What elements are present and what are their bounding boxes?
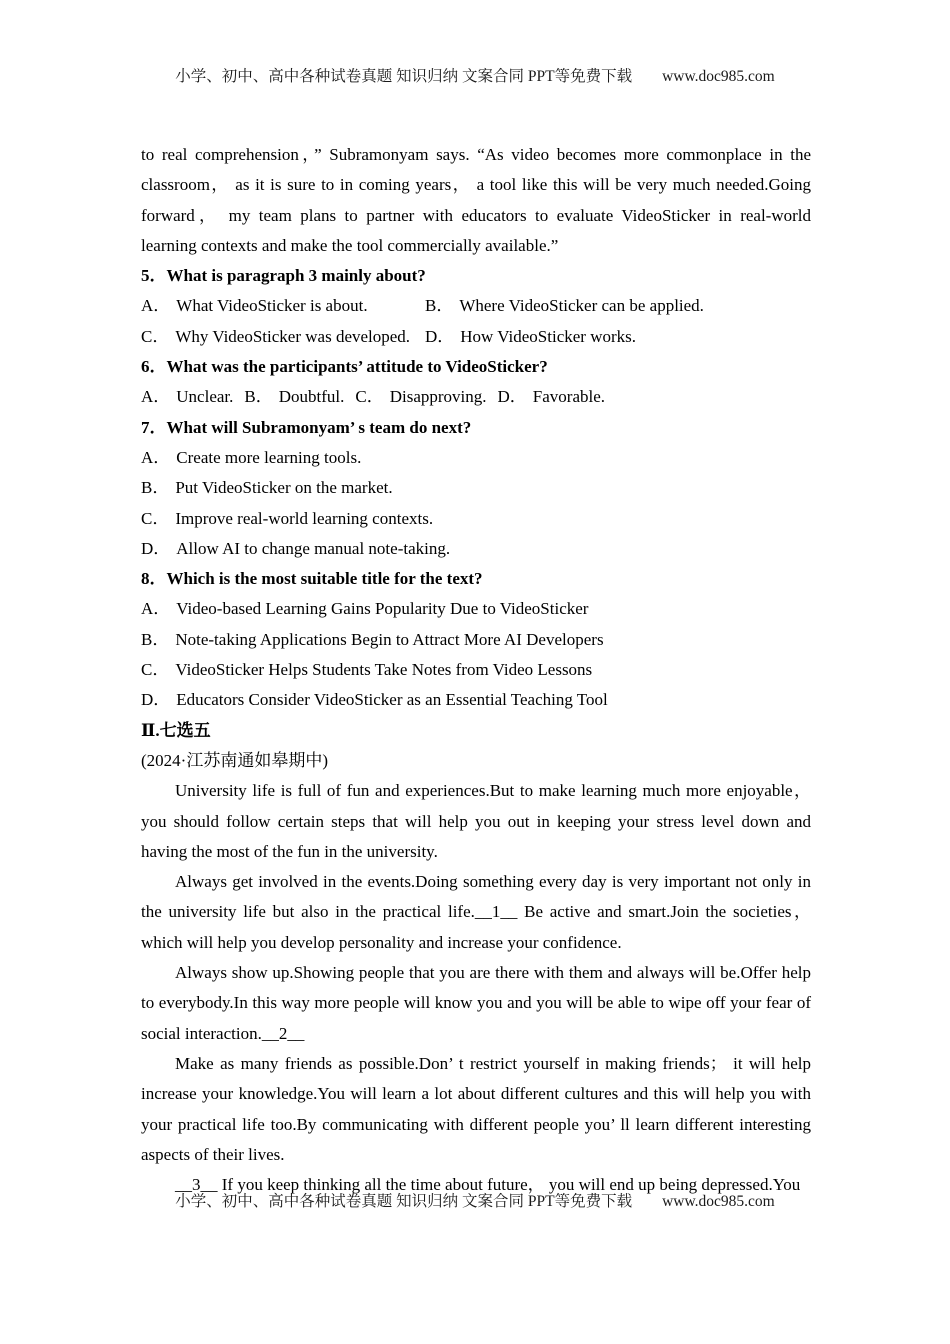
- q5-option-d-text: How VideoSticker works.: [460, 326, 637, 346]
- q5-option-b-label: B．: [425, 296, 454, 316]
- q8-option-c: [141, 655, 811, 685]
- q7-option-d-text: Allow AI to change manual note-taking.: [176, 538, 451, 558]
- q5-option-d-label: D．: [425, 326, 455, 346]
- q7-option-d: [141, 534, 811, 564]
- q8-option-b-label: B．: [141, 629, 170, 649]
- section-2-source: (2024·江苏南通如皋期中): [141, 750, 328, 770]
- q6-option-b: [244, 382, 344, 412]
- q6-option-c: [355, 382, 486, 412]
- passage-paragraph-3: Always show up.Showing people that you are there with them and always will be.Offer help to everybody.In this way more people will know you and you will be able to wipe off your fear of social interaction.__2__: [141, 963, 811, 1043]
- section-2-heading: Ⅱ.七选五: [141, 720, 211, 740]
- q7-option-b-text: Put VideoSticker on the market.: [175, 478, 393, 498]
- header-site-text: 小学、初中、高中各种试卷真题 知识归纳 文案合同 PPT等免费下载: [175, 68, 633, 85]
- question-7-text: What will Subramonyam’ s team do next?: [166, 417, 472, 437]
- q5-option-b: [425, 291, 811, 321]
- question-6-options: [141, 382, 811, 412]
- question-8-stem: [141, 564, 811, 594]
- question-6-text: What was the participants’ attitude to VideoSticker?: [166, 357, 548, 377]
- question-5-number: 5．: [141, 266, 167, 286]
- q7-option-d-label: D．: [141, 538, 171, 558]
- q5-option-b-text: Where VideoSticker can be applied.: [459, 296, 704, 316]
- q6-option-c-text: Disapproving.: [389, 387, 487, 407]
- q8-option-c-text: VideoSticker Helps Students Take Notes from Video Lessons: [175, 660, 593, 680]
- question-7-number: 7．: [141, 417, 167, 437]
- reading-closing-paragraph: to real comprehension，” Subramonyam says. “As video becomes more commonplace in the classroom， as it is sure to in coming years， a tool like this will be very much needed.Going forward， my team plans to partner with educators to evaluate VideoSticker in real-world learning contexts and make the tool commercially available.”: [141, 145, 811, 255]
- q6-option-b-label: B．: [244, 387, 273, 407]
- q8-option-b-text: Note-taking Applications Begin to Attract More AI Developers: [175, 629, 604, 649]
- q8-option-c-label: C．: [141, 660, 170, 680]
- question-5-stem: [141, 261, 811, 291]
- page-footer: [0, 1191, 950, 1213]
- q6-option-a: [141, 382, 233, 412]
- q6-option-d: [498, 382, 606, 412]
- header-site-url[interactable]: www.doc985.com: [662, 68, 775, 85]
- q7-option-b: [141, 473, 811, 503]
- q5-option-d: [425, 322, 811, 352]
- q8-option-d-text: Educators Consider VideoSticker as an Essential Teaching Tool: [176, 690, 608, 710]
- page-header: [0, 66, 950, 88]
- footer-site-url[interactable]: www.doc985.com: [662, 1193, 775, 1210]
- q7-option-b-label: B．: [141, 478, 170, 498]
- question-5-options: [141, 291, 811, 352]
- passage-paragraph-4: Make as many friends as possible.Don’ t restrict yourself in making friends； it will help increase your knowledge.You will learn a lot about different cultures and this will help you with your practical life too.By communicating with different people you’ ll learn different interesting aspects of their lives.: [141, 1053, 811, 1164]
- q8-option-a: [141, 594, 811, 624]
- passage-paragraph-2: Always get involved in the events.Doing something every day is very important not only in the university life but also in the practical life.__1__ Be active and smart.Join the societies， which will help you develop personality and increase your confidence.: [141, 872, 811, 952]
- q6-option-c-label: C．: [355, 387, 384, 407]
- q5-option-c: [141, 322, 425, 352]
- document-content: [141, 140, 811, 1200]
- q7-option-c: [141, 504, 811, 534]
- q7-option-c-label: C．: [141, 508, 170, 528]
- q7-option-a-label: A．: [141, 447, 171, 467]
- q8-option-d-label: D．: [141, 690, 171, 710]
- q6-option-a-text: Unclear.: [176, 387, 234, 407]
- q5-option-c-text: Why VideoSticker was developed.: [175, 326, 411, 346]
- question-8-number: 8．: [141, 569, 167, 589]
- q5-option-a-label: A．: [141, 296, 171, 316]
- q6-option-d-label: D．: [497, 387, 527, 407]
- q7-option-a-text: Create more learning tools.: [176, 447, 362, 467]
- question-6-number: 6．: [141, 357, 167, 377]
- q5-option-a-text: What VideoSticker is about.: [176, 296, 368, 316]
- q7-option-c-text: Improve real-world learning contexts.: [175, 508, 434, 528]
- question-7-stem: [141, 413, 811, 443]
- q8-option-a-text: Video-based Learning Gains Popularity Due to VideoSticker: [176, 599, 589, 619]
- q6-option-d-text: Favorable.: [532, 387, 606, 407]
- q6-option-b-text: Doubtful.: [278, 387, 345, 407]
- q5-option-a: [141, 291, 425, 321]
- passage-paragraph-1: University life is full of fun and experiences.But to make learning much more enjoyable， you should follow certain steps that will help you out in keeping your stress level down and having the most of the fun in the university.: [141, 781, 811, 861]
- question-5-text: What is paragraph 3 mainly about?: [166, 266, 426, 286]
- q8-option-a-label: A．: [141, 599, 171, 619]
- q8-option-d: [141, 685, 811, 715]
- q8-option-b: [141, 625, 811, 655]
- question-8-text: Which is the most suitable title for the text?: [166, 569, 483, 589]
- question-6-stem: [141, 352, 811, 382]
- footer-site-text: 小学、初中、高中各种试卷真题 知识归纳 文案合同 PPT等免费下载: [175, 1193, 633, 1210]
- q5-option-c-label: C．: [141, 326, 170, 346]
- passage-paragraph-5: __3__ If you keep thinking all the time about future， you will end up being depressed.You: [175, 1175, 801, 1195]
- q7-option-a: [141, 443, 811, 473]
- q6-option-a-label: A．: [141, 387, 171, 407]
